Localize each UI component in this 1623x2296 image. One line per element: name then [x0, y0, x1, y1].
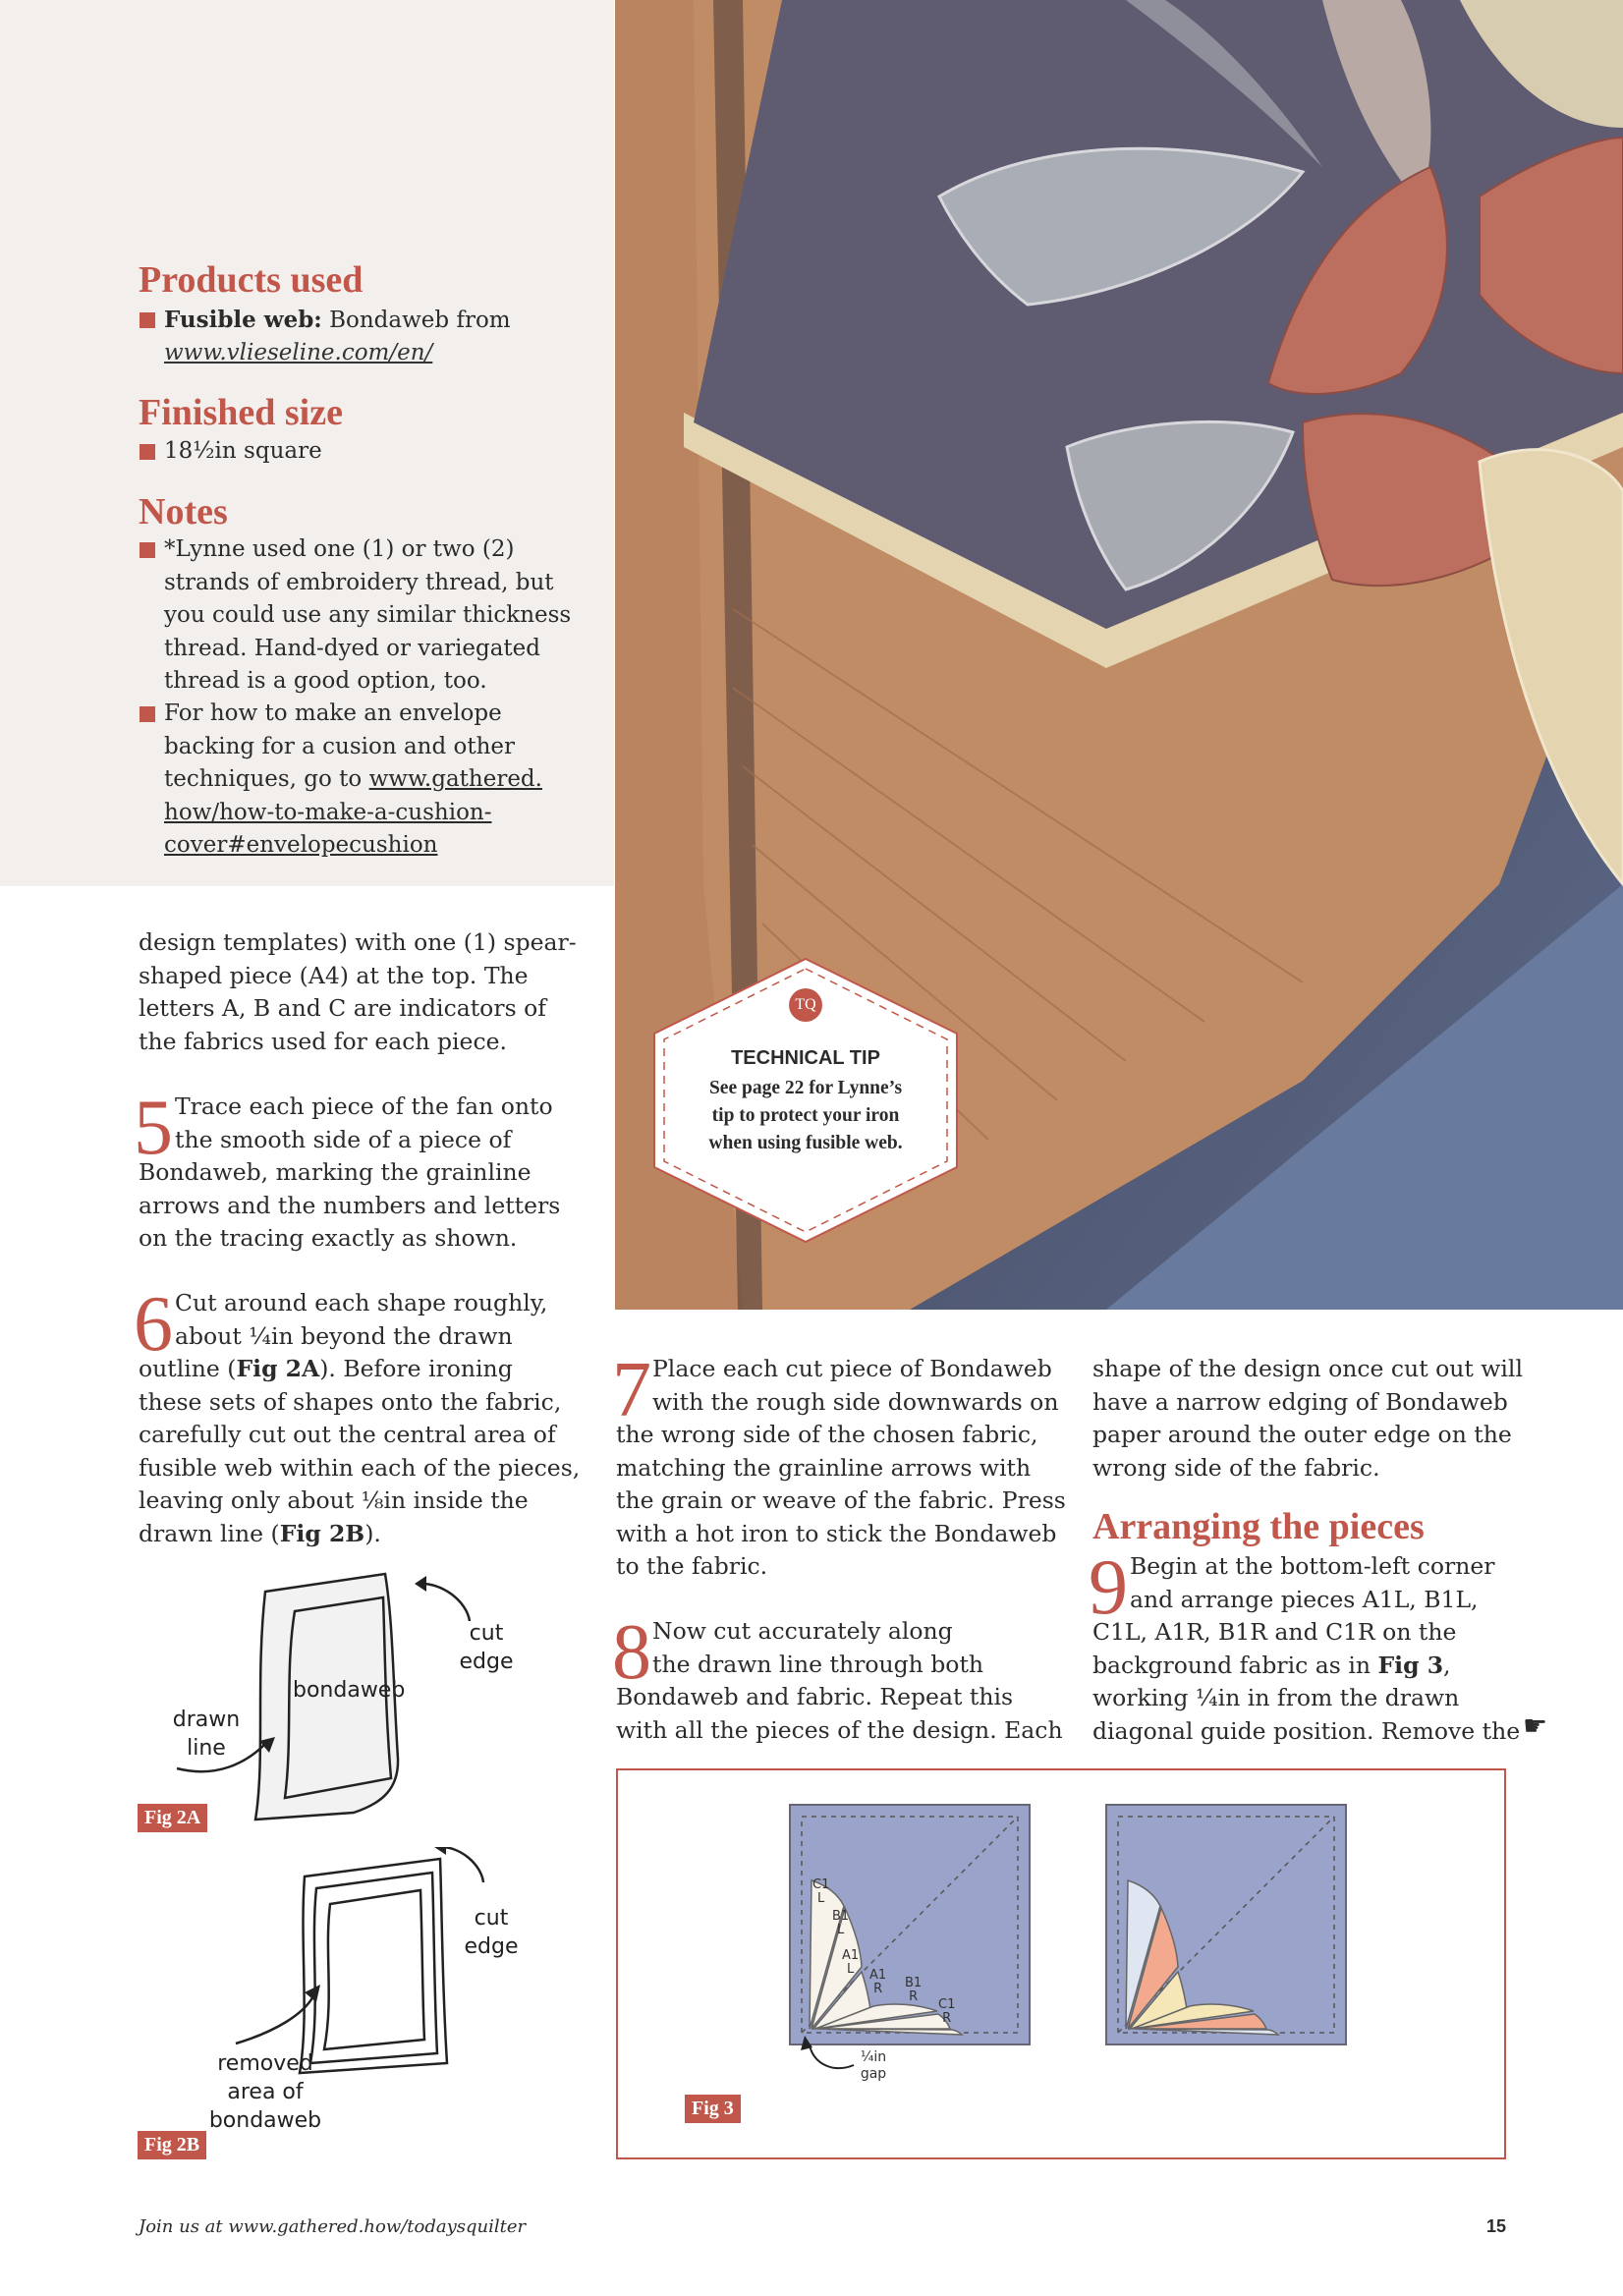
- step-6-line: leaving only about ⅛in inside the: [139, 1486, 529, 1514]
- step-7-line: the grain or weave of the fabric. Press: [616, 1486, 1066, 1514]
- label-line: line: [187, 1736, 226, 1761]
- fig-3-ref: Fig 3: [1377, 1651, 1444, 1679]
- cont-line: wrong side of the fabric.: [1092, 1453, 1380, 1482]
- fig-2b-drawing: [128, 1847, 540, 2142]
- products-item-text: Bondaweb from: [321, 308, 511, 333]
- intro-line: design templates) with one (1) spear-: [139, 928, 577, 956]
- gap-label-line: gap: [860, 2066, 887, 2082]
- step-9-line: Begin at the bottom-left corner: [1130, 1552, 1495, 1580]
- step-6-line: about ¼in beyond the drawn: [175, 1321, 513, 1350]
- label-line: drawn: [172, 1708, 241, 1732]
- label-line: edge: [464, 1934, 519, 1959]
- step-5-line: Bondaweb, marking the grainline: [139, 1158, 532, 1186]
- fig-2b-tag: Fig 2B: [138, 2131, 206, 2159]
- products-item-bold: Fusible web:: [164, 307, 322, 333]
- note-1-line: thread. Hand-dyed or variegated: [164, 635, 540, 661]
- piece-label: C1: [938, 1997, 956, 2012]
- label-line: removed: [217, 2051, 313, 2076]
- fig-3-tag: Fig 3: [685, 2095, 741, 2123]
- step-7-line: to the fabric.: [616, 1552, 768, 1580]
- step-9-lead: [1130, 1550, 1495, 1616]
- step-6-text: outline (: [139, 1355, 237, 1382]
- label-line: edge: [459, 1650, 514, 1674]
- tip-line: tip to protect your iron: [711, 1105, 900, 1126]
- fig-2b-ref: Fig 2B: [279, 1519, 365, 1547]
- note-1-line: thread is a good option, too.: [164, 668, 487, 694]
- fig-2a-cut-edge-label: [452, 1619, 521, 1676]
- cont-line: shape of the design once cut out will: [1092, 1355, 1523, 1382]
- piece-label: A1: [842, 1948, 860, 1963]
- step-7-line: the wrong side of the chosen fabric,: [616, 1421, 1038, 1448]
- step-7-rest: [616, 1419, 1066, 1584]
- piece-label: R: [909, 1989, 919, 2004]
- finished-size-item: 18½in square: [164, 438, 322, 464]
- step-9-line: and arrange pieces A1L, B1L,: [1130, 1585, 1479, 1613]
- step-8-line: the drawn line through both: [652, 1650, 984, 1678]
- fig-2b: [128, 1847, 540, 2142]
- step-5-line: on the tracing exactly as shown.: [139, 1224, 518, 1252]
- step-6-lead: [175, 1287, 547, 1353]
- step-7-line: Place each cut piece of Bondaweb: [652, 1355, 1052, 1382]
- step-6-line: Cut around each shape roughly,: [175, 1289, 548, 1316]
- piece-label: L: [846, 1962, 855, 1977]
- fig-3-label-b1l: [832, 1910, 849, 1937]
- notes-heading: Notes: [139, 491, 228, 532]
- step-6-line: fusible web within each of the pieces,: [139, 1453, 581, 1482]
- fig-2a-ref: Fig 2A: [236, 1355, 320, 1382]
- note-2-line: backing for a cusion and other: [164, 733, 516, 759]
- step-9-line: diagonal guide position. Remove the: [1092, 1716, 1521, 1745]
- intro-line: the fabrics used for each piece.: [139, 1027, 508, 1055]
- step-5-number: 5: [134, 1085, 173, 1171]
- note-2-line: For how to make an envelope: [164, 700, 502, 726]
- finished-size-heading: Finished size: [139, 392, 343, 433]
- footer-url: Join us at www.gathered.how/todaysquilter: [139, 2216, 527, 2237]
- fig-3-label-c1r: [938, 1998, 955, 2026]
- fig-3-gap-label: [839, 2049, 908, 2083]
- bullet-square: [140, 312, 155, 328]
- note-1-line: you could use any similar thickness: [164, 602, 572, 628]
- vlieseline-link[interactable]: www.vlieseline.com/en/: [164, 340, 433, 365]
- step-7-lead: [652, 1353, 1058, 1419]
- piece-label: R: [942, 2011, 952, 2026]
- piece-label: A1: [869, 1968, 887, 1983]
- step-8-line: with all the pieces of the design. Each: [616, 1715, 1063, 1744]
- step-5-rest: [139, 1156, 560, 1256]
- label-line: bondaweb: [208, 2108, 322, 2133]
- cont-line: have a narrow edging of Bondaweb: [1092, 1387, 1508, 1416]
- fig-2a-drawn-line-label: [167, 1706, 246, 1763]
- products-used-heading: Products used: [139, 259, 364, 301]
- fig-2b-cut-edge-label: [457, 1904, 526, 1961]
- fig-3-box: [616, 1768, 1506, 2159]
- step-8-line: Bondaweb and fabric. Repeat this: [616, 1683, 1014, 1710]
- tip-body: [648, 1075, 963, 1157]
- fig-3-label-c1l: [812, 1878, 829, 1906]
- step-8-rest: [616, 1681, 1063, 1747]
- step-6-number: 6: [134, 1281, 173, 1368]
- fig-3-label-a1r: [869, 1969, 886, 1996]
- piece-label: B1: [905, 1976, 923, 1990]
- label-line: area of: [227, 2080, 304, 2104]
- step-9-text: background fabric as in: [1092, 1651, 1378, 1679]
- fig-2a-bondaweb-label: bondaweb: [293, 1678, 406, 1703]
- step-7-line: matching the grainline arrows with: [616, 1453, 1032, 1482]
- piece-label: L: [836, 1923, 845, 1937]
- piece-label: L: [817, 1891, 825, 1906]
- gathered-link[interactable]: cover#envelopecushion: [164, 832, 438, 858]
- step-7-number: 7: [612, 1347, 651, 1433]
- bullet-square: [140, 706, 155, 722]
- fig-2b-removed-label: [206, 2049, 324, 2135]
- fig-2a-tag: Fig 2A: [138, 1804, 207, 1832]
- step-7-line: with a hot iron to stick the Bondaweb: [616, 1519, 1057, 1547]
- step-5-line: the smooth side of a piece of: [175, 1125, 512, 1153]
- cont-line: paper around the outer edge on the: [1092, 1421, 1512, 1448]
- products-item: [164, 304, 511, 338]
- gathered-link[interactable]: how/how-to-make-a-cushion-: [164, 799, 492, 825]
- fig-3-label-a1l: [842, 1949, 859, 1977]
- note-1-line: *Lynne used one (1) or two (2): [164, 536, 515, 562]
- note-2: [164, 698, 542, 863]
- piece-label: B1: [832, 1909, 850, 1924]
- step-7-line: with the rough side downwards on: [652, 1387, 1059, 1416]
- step-9-line: working ¼in in from the drawn: [1092, 1684, 1460, 1711]
- step-5-line: Trace each piece of the fan onto: [175, 1092, 553, 1120]
- step-6-text: ).: [364, 1519, 381, 1547]
- bullet-square: [140, 444, 155, 460]
- step-6-rest: [139, 1353, 580, 1550]
- intro-line: shaped piece (A4) at the top. The: [139, 961, 529, 989]
- fig-2a: [128, 1562, 540, 1837]
- step-5-line: arrows and the numbers and letters: [139, 1191, 561, 1219]
- step-6-text: drawn line (: [139, 1519, 280, 1547]
- step-5-lead: [175, 1091, 553, 1156]
- col-3-continuation: [1092, 1353, 1523, 1484]
- intro-line: letters A, B and C are indicators of: [139, 994, 546, 1022]
- technical-tip-box: [648, 953, 963, 1248]
- fig-3-drawing: [618, 1770, 1508, 2161]
- gathered-link[interactable]: www.gathered.: [368, 766, 542, 792]
- note-1: [164, 533, 571, 699]
- piece-label: R: [873, 1982, 883, 1996]
- step-8-number: 8: [612, 1609, 651, 1696]
- piece-label: C1: [812, 1877, 830, 1892]
- gap-label-line: ¼in: [860, 2049, 887, 2065]
- step-6-line: carefully cut out the central area of: [139, 1421, 556, 1448]
- page-number: 15: [1486, 2216, 1507, 2236]
- step-8-lead: [652, 1615, 983, 1681]
- arranging-heading: Arranging the pieces: [1092, 1506, 1425, 1547]
- tip-line: See page 22 for Lynne’s: [708, 1078, 903, 1098]
- step-9-line: C1L, A1R, B1R and C1R on the: [1092, 1618, 1457, 1646]
- note-1-line: strands of embroidery thread, but: [164, 569, 554, 595]
- tq-logo: TQ: [789, 988, 822, 1022]
- step-9-number: 9: [1089, 1544, 1128, 1631]
- step-6-text: ). Before ironing: [319, 1355, 513, 1382]
- bullet-square: [140, 542, 155, 558]
- continue-hand-icon: ☛: [1523, 1709, 1548, 1742]
- fig-3-label-b1r: [905, 1977, 922, 2004]
- tip-title: TECHNICAL TIP: [731, 1047, 880, 1069]
- label-line: cut: [474, 1906, 509, 1931]
- intro-paragraph: [139, 926, 577, 1058]
- step-8-line: Now cut accurately along: [652, 1617, 953, 1645]
- note-2-line: techniques, go to: [164, 766, 369, 792]
- tip-line: when using fusible web.: [708, 1133, 903, 1153]
- step-9-text: ,: [1443, 1651, 1451, 1679]
- label-line: cut: [469, 1621, 504, 1646]
- step-6-line: these sets of shapes onto the fabric,: [139, 1387, 562, 1416]
- step-9-rest: [1092, 1616, 1520, 1748]
